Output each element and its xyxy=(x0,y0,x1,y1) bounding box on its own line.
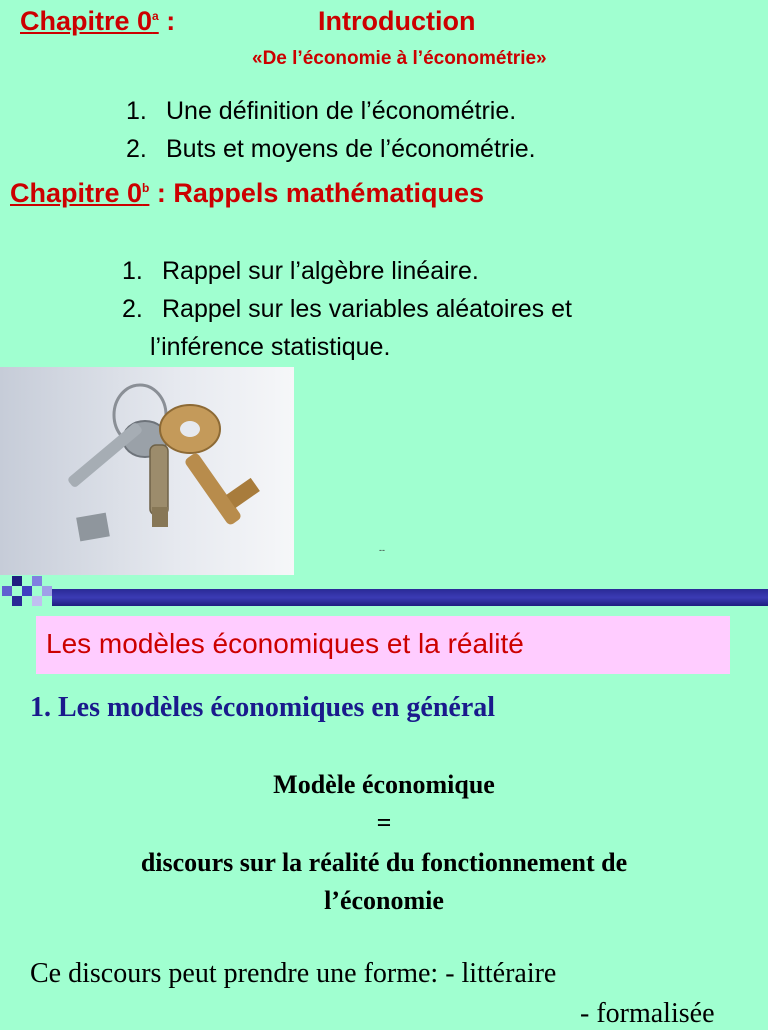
center-line: = xyxy=(376,808,392,837)
divider-bar xyxy=(52,589,768,606)
body-line: - formalisée xyxy=(580,998,715,1029)
center-line: discours sur la réalité du fonctionnement de xyxy=(140,848,628,877)
section-heading: 1. Les modèles économiques en général xyxy=(30,692,496,723)
chapter-b-list xyxy=(122,252,572,366)
list-item: 2. Buts et moyens de l’économétrie. xyxy=(126,135,536,163)
list-item: l’inférence statistique. xyxy=(150,333,391,361)
keys-icon xyxy=(0,367,294,575)
slide-title-box xyxy=(36,616,730,674)
keys-image xyxy=(0,367,294,575)
middle-key xyxy=(150,445,168,527)
center-line: Modèle économique xyxy=(273,770,495,799)
list-item: 1. Une définition de l’économétrie. xyxy=(126,97,517,125)
dots-text: -- xyxy=(379,545,385,555)
introduction-title: Introduction xyxy=(318,6,476,36)
chapter-a-heading: Chapitre 0$^a$ : xyxy=(20,6,176,36)
center-line: l’économie xyxy=(324,886,444,915)
list-item: 1. Rappel sur l’algèbre linéaire. xyxy=(122,257,479,285)
body-line: Ce discours peut prendre une forme: - littéraire xyxy=(30,958,557,989)
list-item: 2. Rappel sur les variables aléatoires et xyxy=(122,295,572,323)
chapter-a-list xyxy=(126,92,536,168)
introduction-subtitle: «De l’économie à l’économétrie» xyxy=(252,48,547,69)
chapter-b-heading: Chapitre 0$^b$ : Rappels mathématiques xyxy=(10,178,484,208)
slide-title: Les modèles économiques et la réalité xyxy=(46,628,524,659)
gold-key xyxy=(160,405,260,526)
